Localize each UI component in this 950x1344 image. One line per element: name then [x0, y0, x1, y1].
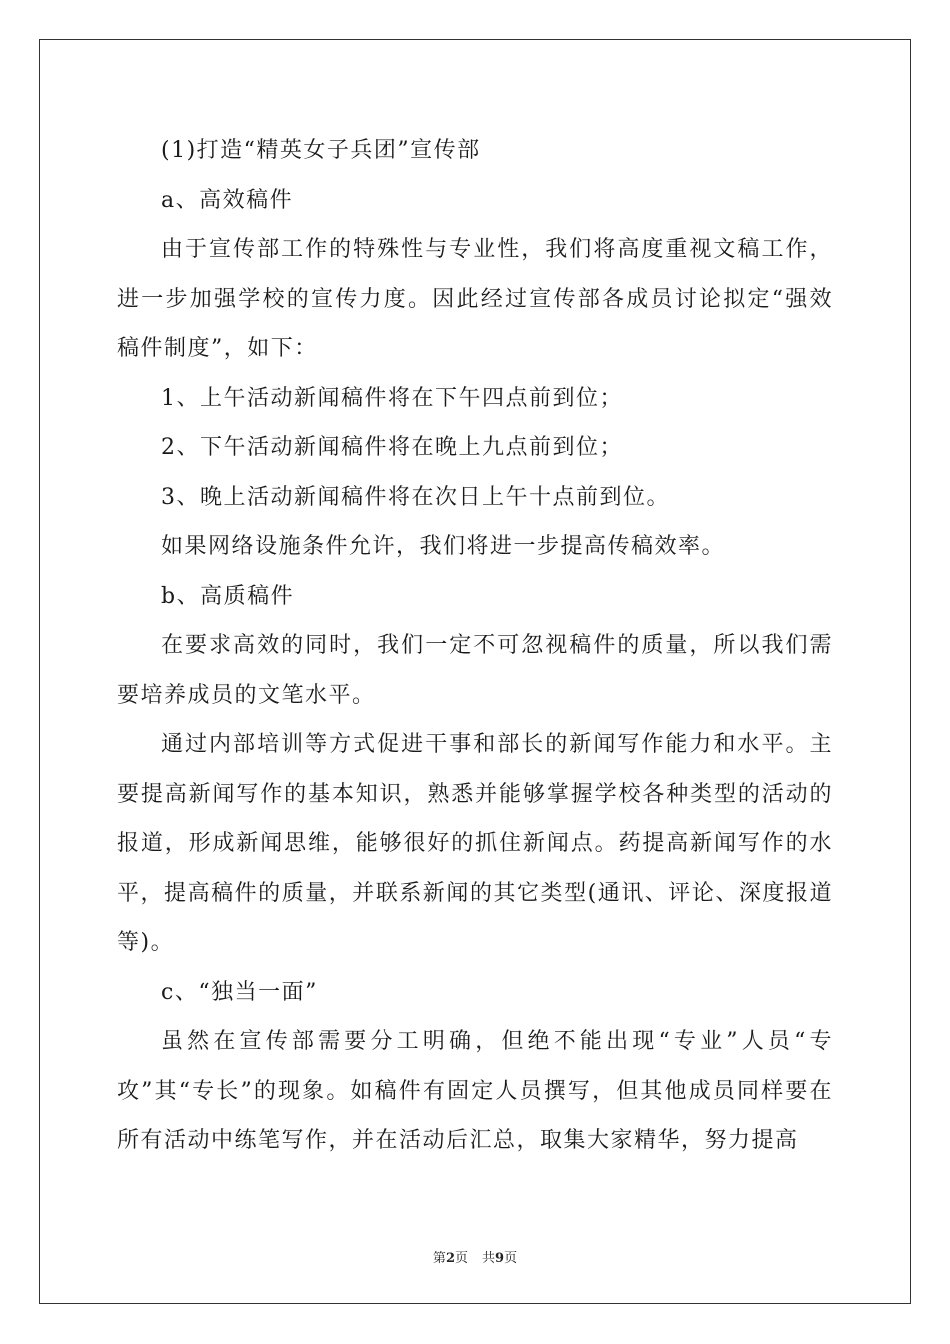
page-number-prefix: 第 — [432, 1251, 446, 1266]
paragraph-quality: 在要求高效的同时，我们一定不可忽视稿件的质量，所以我们需要培养成员的文笔水平。 — [117, 633, 833, 708]
page-total-suffix: 页 — [504, 1251, 518, 1266]
heading-elite-team: (1)打造“精英女子兵团”宣传部 — [161, 138, 481, 163]
page-footer — [0, 1247, 950, 1266]
subheading-independent: c、“独当一面” — [161, 979, 318, 1005]
paragraph-drafts-intro: 由于宣传部工作的特殊性与专业性，我们将高度重视文稿工作，进一步加强学校的宣传力度。因此经过宣传部各成员讨论拟定“强效稿件制度”，如下： — [117, 237, 833, 361]
paragraph-network: 如果网络设施条件允许，我们将进一步提高传稿效率。 — [161, 534, 726, 559]
paragraph-division: 虽然在宣传部需要分工明确，但绝不能出现“专业”人员“专攻”其“专长”的现象。如稿件有固定人员撰写，但其他成员同样要在所有活动中练笔写作，并在活动后汇总，取集大家精华，努力提高 — [117, 1029, 833, 1153]
list-item-morning: 1、上午活动新闻稿件将在下午四点前到位； — [161, 385, 623, 411]
page-total: 9 — [495, 1251, 505, 1266]
subheading-quality-drafts: b、高质稿件 — [161, 583, 295, 609]
page-number-suffix: 页 — [454, 1251, 468, 1266]
list-item-evening: 3、晚上活动新闻稿件将在次日上午十点前到位。 — [161, 484, 670, 510]
document-body — [117, 126, 833, 1166]
page-number-current: 2 — [445, 1251, 455, 1266]
page-total-prefix: 共 — [482, 1251, 496, 1266]
subheading-efficient-drafts: a、高效稿件 — [161, 187, 294, 213]
list-item-afternoon: 2、下午活动新闻稿件将在晚上九点前到位； — [161, 435, 623, 460]
paragraph-training: 通过内部培训等方式促进干事和部长的新闻写作能力和水平。主要提高新闻写作的基本知识，熟悉并能够掌握学校各种类型的活动的报道，形成新闻思维，能够很好的抓住新闻点。药提高新闻写作的水平，提高稿件的质量，并联系新闻的其它类型(通讯、评论、深度报道等)。 — [117, 732, 833, 955]
